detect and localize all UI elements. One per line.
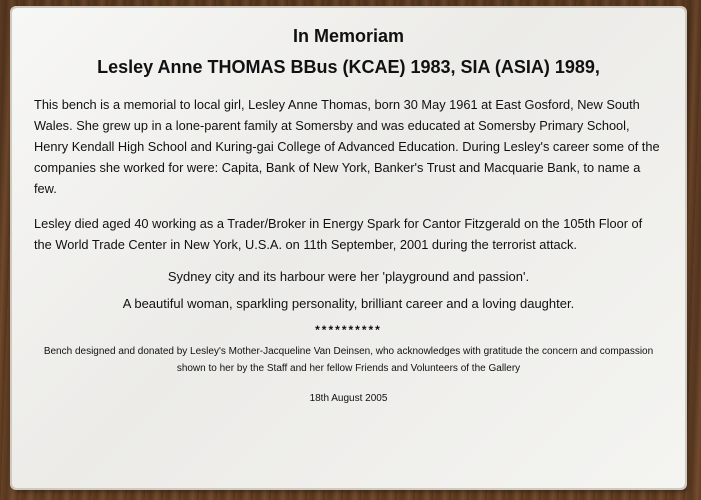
plaque-stars-divider: ********** [315,323,382,337]
plaque-subtitle: Lesley Anne THOMAS BBus (KCAE) 1983, SIA (ASIA) 1989, [97,57,600,77]
plaque-paragraph-1: This bench is a memorial to local girl, Lesley Anne Thomas, born 30 May 1961 at East Gosford, New South Wales. She grew up in a lone-parent family at Somersby and was educated at Somersby Primary School, Henry Kendall High School and Kuring-gai College of Advanced Education. During Lesley's career some of the companies she worked for were: Capita, Bank of New York, Banker's Trust and Macquarie Bank, to name a few. [34,97,660,196]
plaque-date: 18th August 2005 [309,393,388,404]
plaque-title: In Memoriam [292,26,405,46]
plaque-woman-line: A beautiful woman, sparkling personality, brilliant career and a loving daughter. [122,296,575,311]
plaque-harbour-line: Sydney city and its harbour were her 'playground and passion'. [167,269,530,284]
memorial-plaque [12,8,685,488]
plaque-paragraph-2: Lesley died aged 40 working as a Trader/Broker in Energy Spark for Cantor Fitzgerald on the 105th Floor of the World Trade Center in New York, U.S.A. on 11th September, 2001 during the terrorist attack. [34,216,643,252]
plaque-credit: Bench designed and donated by Lesley's Mother-Jacqueline Van Deinsen, who acknowledges with gratitude the concern and compassion shown to her by the Staff and her fellow Friends and Volunteers of the Gallery [43,346,654,374]
